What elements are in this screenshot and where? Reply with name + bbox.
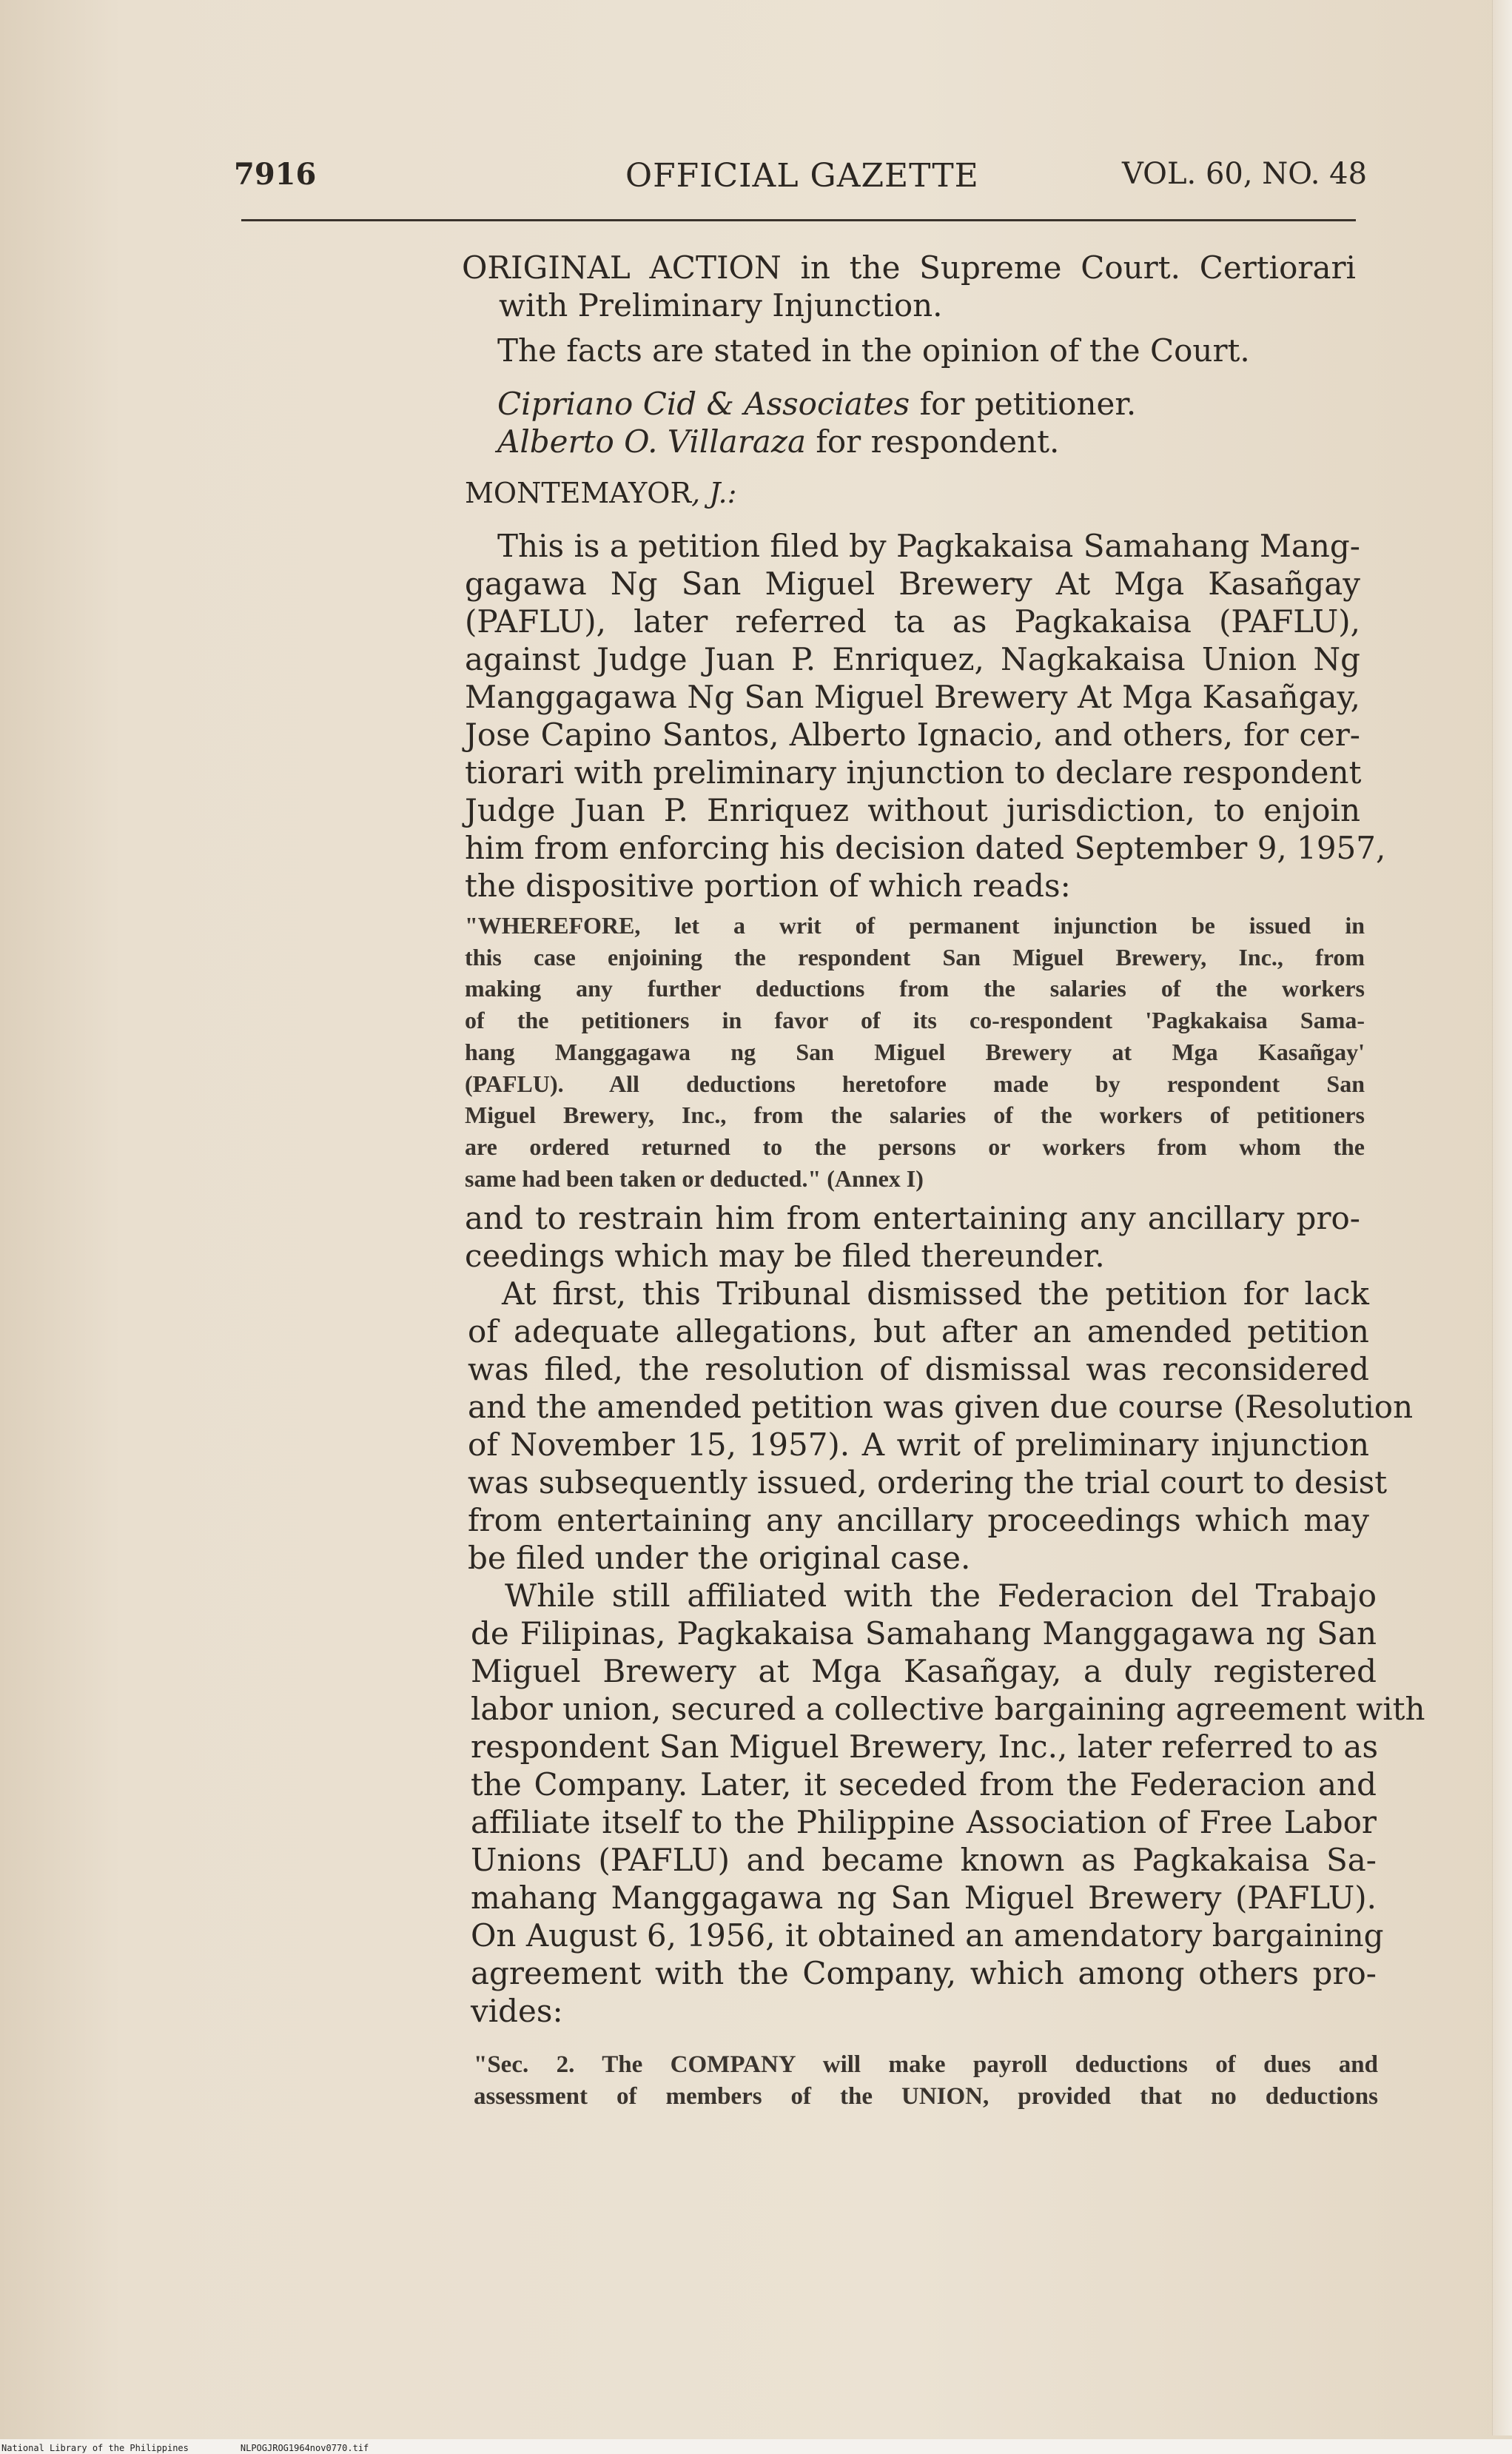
paragraph-1-line: Manggagawa Ng San Miguel Brewery At Mga Kasañgay, <box>465 679 1360 715</box>
respondent-counsel-suffix: for respondent. <box>806 423 1060 460</box>
quote-line: this case enjoining the respondent San Miguel Brewery, Inc., from <box>465 943 1365 970</box>
petitioner-counsel-suffix: for petitioner. <box>910 386 1137 422</box>
paragraph-4-line: agreement with the Company, which among others pro- <box>471 1955 1377 1991</box>
author-suffix: , J.: <box>691 477 737 509</box>
paragraph-1-line: him from enforcing his decision dated September 9, 1957, <box>465 830 1386 866</box>
original-action-line-1: ORIGINAL ACTION in the Supreme Court. Certiorari <box>462 249 1356 286</box>
original-action-line-2: with Preliminary Injunction. <box>499 287 943 323</box>
quote-line: same had been taken or deducted." (Annex I) <box>465 1164 924 1192</box>
paragraph-3-line: of adequate allegations, but after an amended petition <box>468 1313 1369 1350</box>
author-name: MONTEMAYOR <box>465 477 692 509</box>
paragraph-1-line: (PAFLU), later referred ta as Pagkakaisa (PAFLU), <box>465 603 1360 640</box>
quote-line: assessment of members of the UNION, provided that no deductions <box>474 2083 1378 2110</box>
respondent-counsel-name: Alberto O. Villaraza <box>497 423 806 460</box>
paragraph-1-line: Judge Juan P. Enriquez without jurisdiction, to enjoin <box>465 792 1360 828</box>
paragraph-4-line: Unions (PAFLU) and became known as Pagkakaisa Sa- <box>471 1842 1377 1878</box>
footer-file: NLPOGJROG1964nov0770.tif <box>240 2443 369 2453</box>
journal-title: OFFICIAL GAZETTE <box>625 157 979 195</box>
page-number: 7916 <box>234 157 317 192</box>
paragraph-1-line: tiorari with preliminary injunction to declare respondent <box>465 754 1362 791</box>
quote-line: making any further deductions from the salaries of the workers <box>465 975 1365 1002</box>
paragraph-4-line: While still affiliated with the Federacion del Trabajo <box>505 1578 1377 1614</box>
original-action <box>462 249 1356 324</box>
quote-line: Miguel Brewery, Inc., from the salaries of the workers of petitioners <box>465 1102 1365 1129</box>
paragraph-2-line: and to restrain him from entertaining any ancillary pro- <box>465 1200 1360 1236</box>
scan-footer <box>1 2443 420 2453</box>
paragraph-3-line: of November 15, 1957). A writ of preliminary injunction <box>468 1427 1369 1463</box>
paragraph-4-line: labor union, secured a collective bargaining agreement with <box>471 1691 1425 1727</box>
paragraph-2-line: ceedings which may be filed thereunder. <box>465 1238 1105 1274</box>
petitioner-counsel <box>497 385 1136 423</box>
respondent-counsel <box>497 423 1136 460</box>
paragraph-4-line: affiliate itself to the Philippine Association of Free Labor <box>471 1804 1377 1840</box>
paragraph-4-line: vides: <box>471 1993 563 2029</box>
paragraph-1-line: against Judge Juan P. Enriquez, Nagkakaisa Union Ng <box>465 641 1360 677</box>
quote-line: "Sec. 2. The COMPANY will make payroll deductions of dues and <box>474 2051 1378 2078</box>
paragraph-4 <box>471 1577 1425 2030</box>
opinion-author <box>465 475 736 512</box>
paragraph-4-line: respondent San Miguel Brewery, Inc., later referred to as <box>471 1729 1379 1765</box>
paragraph-1-line: gagawa Ng San Miguel Brewery At Mga Kasañgay <box>465 566 1360 602</box>
quoted-agreement <box>474 2049 1378 2113</box>
paragraph-4-line: On August 6, 1956, it obtained an amendatory bargaining <box>471 1917 1384 1954</box>
running-header <box>0 157 1512 201</box>
paragraph-3 <box>468 1275 1414 1577</box>
petitioner-counsel-name: Cipriano Cid & Associates <box>497 386 910 422</box>
facts-statement: The facts are stated in the opinion of the Court. <box>497 332 1250 369</box>
paragraph-3-line: and the amended petition was given due course (Resolution <box>468 1389 1414 1425</box>
page-edge <box>1492 0 1512 2435</box>
quote-line: (PAFLU). All deductions heretofore made by respondent San <box>465 1070 1365 1097</box>
paragraph-2 <box>465 1199 1360 1275</box>
header-rule <box>241 219 1356 221</box>
paragraph-4-line: the Company. Later, it seceded from the Federacion and <box>471 1766 1377 1803</box>
paragraph-3-line: from entertaining any ancillary proceedings which may <box>468 1502 1369 1538</box>
quoted-decision <box>465 910 1365 1194</box>
paragraph-3-line: be filed under the original case. <box>468 1540 971 1576</box>
paragraph-4-line: Miguel Brewery at Mga Kasañgay, a duly registered <box>471 1653 1377 1689</box>
paragraph-1-line: the dispositive portion of which reads: <box>465 868 1071 904</box>
paragraph-1-line: Jose Capino Santos, Alberto Ignacio, and others, for cer- <box>465 717 1360 753</box>
paragraph-3-line: was subsequently issued, ordering the trial court to desist <box>468 1464 1388 1501</box>
paragraph-1 <box>465 527 1386 905</box>
quote-line: are ordered returned to the persons or workers from whom the <box>465 1133 1365 1160</box>
paragraph-1-line: This is a petition filed by Pagkakaisa Samahang Mang- <box>497 528 1360 564</box>
paragraph-4-line: mahang Manggagawa ng San Miguel Brewery (PAFLU). <box>471 1880 1377 1916</box>
paragraph-3-line: was filed, the resolution of dismissal was reconsidered <box>468 1351 1369 1387</box>
counsel-block <box>497 385 1136 460</box>
quote-line: "WHEREFORE, let a writ of permanent injunction be issued in <box>465 912 1365 939</box>
paragraph-4-line: de Filipinas, Pagkakaisa Samahang Manggagawa ng San <box>471 1615 1377 1652</box>
paragraph-3-line: At first, this Tribunal dismissed the petition for lack <box>502 1275 1369 1312</box>
volume-number: VOL. 60, NO. 48 <box>1122 157 1368 191</box>
footer-library: National Library of the Philippines <box>1 2443 189 2453</box>
quote-line: hang Manggagawa ng San Miguel Brewery at Mga Kasañgay' <box>465 1038 1365 1065</box>
quote-line: of the petitioners in favor of its co-respondent 'Pagkakaisa Sama- <box>465 1007 1365 1034</box>
